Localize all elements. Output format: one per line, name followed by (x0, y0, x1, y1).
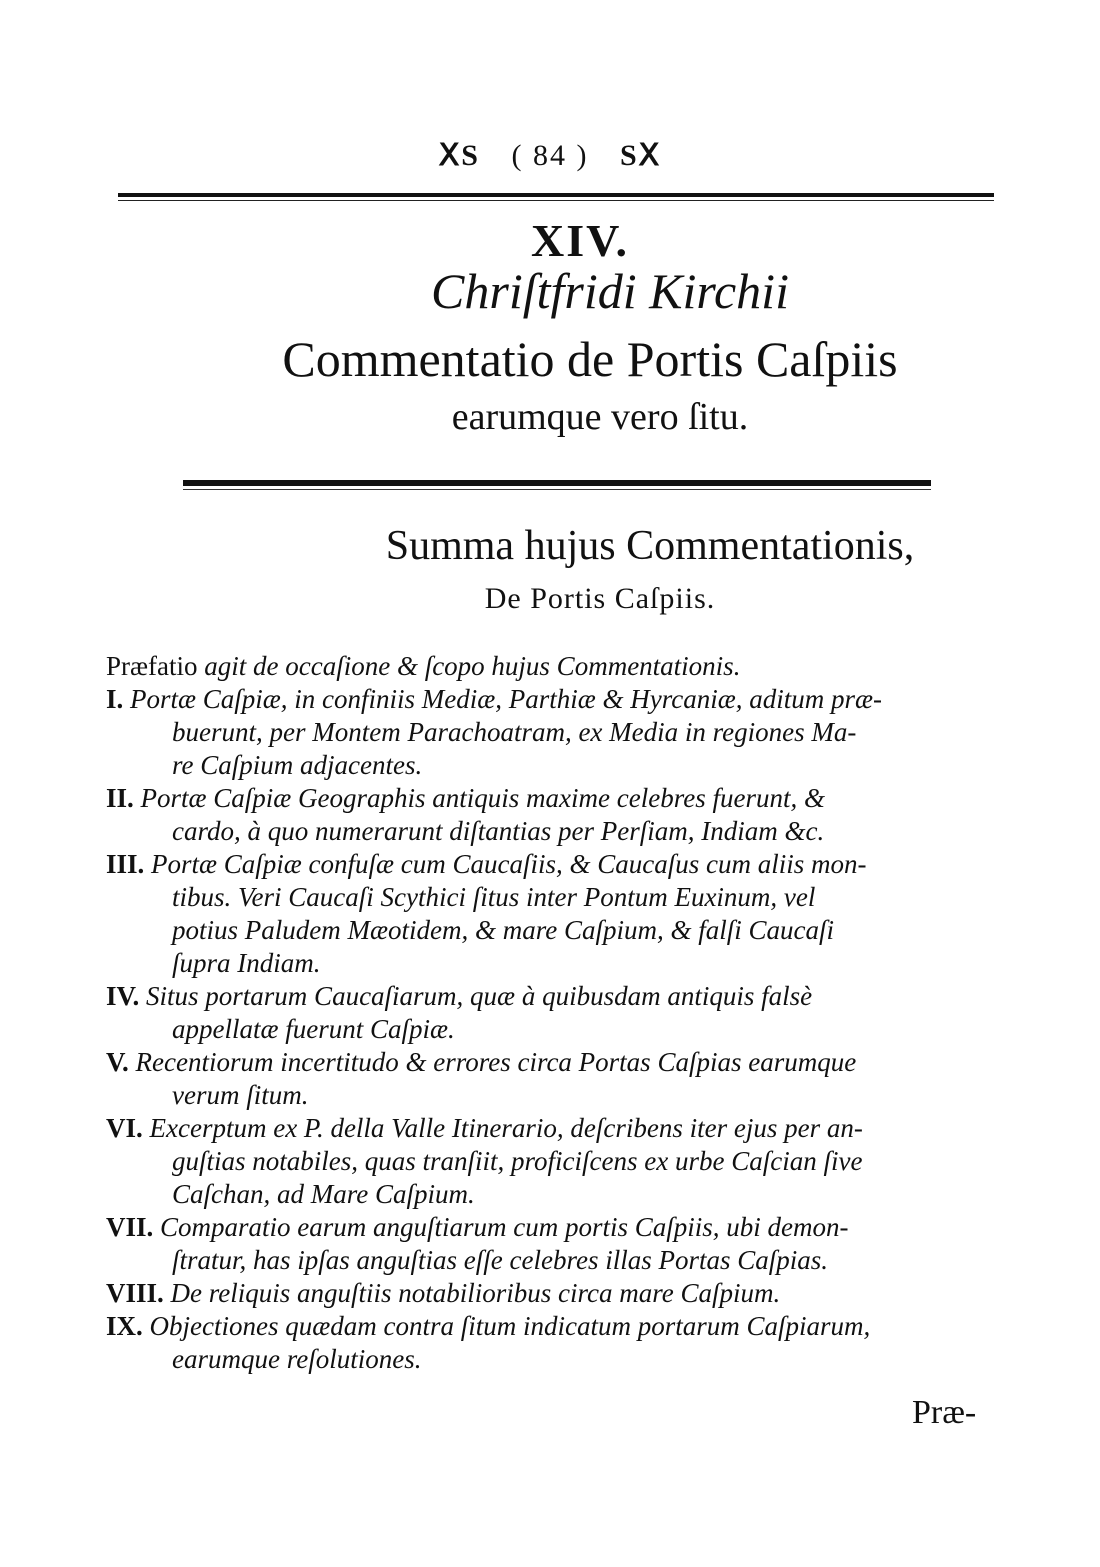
entry-continuation-line: guſtias notabiles, quas tranſiit, proficiſcens ex urbe Caſcian ſive (172, 1146, 863, 1176)
summary-entry (106, 1310, 996, 1376)
header-rule (118, 193, 994, 197)
summary-entry (106, 1277, 996, 1310)
entry-number: III. (106, 849, 152, 879)
summary-entry (106, 980, 996, 1046)
entry-continuation-line: cardo, à quo numerarunt diſtantias per Perſiam, Indiam &c. (172, 816, 825, 846)
entry-number: VII. (106, 1212, 161, 1242)
entry-number: IX. (106, 1311, 150, 1341)
entry-text: Situs portarum Caucaſiarum, quæ à quibusdam antiquis falsè (146, 981, 813, 1011)
entry-text: De reliquis anguſtiis notabilioribus circa mare Caſpium. (170, 1278, 781, 1308)
entry-first-line (106, 980, 996, 1013)
ornament-right: Sⵝ (619, 139, 662, 172)
entry-continuation-line: buerunt, per Montem Parachoatram, ex Media in regiones Ma- (172, 717, 857, 747)
running-head (0, 138, 1100, 173)
summary-entry (106, 848, 996, 980)
entry-continuation-line: Caſchan, ad Mare Caſpium. (172, 1179, 475, 1209)
section-rule-thin (183, 489, 931, 490)
summary-entry (106, 650, 996, 683)
entry-text: Recentiorum incertitudo & errores circa Portas Caſpias earumque (135, 1047, 857, 1077)
summary-entry (106, 1211, 996, 1277)
entry-first-line (106, 650, 996, 683)
entry-first-line (106, 1112, 996, 1145)
entry-number: VI. (106, 1113, 150, 1143)
summary-entry (106, 1046, 996, 1112)
article-author: Chriſtfridi Kirchii (431, 263, 789, 319)
entry-continuation-line: ſupra Indiam. (172, 948, 321, 978)
entry-text: Portæ Caſpiæ confuſæ cum Caucaſiis, & Caucaſus cum aliis mon- (151, 849, 867, 879)
entry-first-line (106, 1046, 996, 1079)
summary-title: Summa hujus Commentationis, (385, 523, 915, 569)
entry-text: Excerptum ex P. della Valle Itinerario, deſcribens iter ejus per an- (149, 1113, 863, 1143)
ornament-left: ⵝS (438, 139, 480, 172)
entry-text: Comparatio earum anguſtiarum cum portis Caſpiis, ubi demon- (160, 1212, 849, 1242)
entry-continuation-line: verum ſitum. (172, 1080, 309, 1110)
entry-continuation-line: tibus. Veri Caucaſi Scythici ſitus inter Pontum Euxinum, vel (172, 882, 816, 912)
entry-continuation-line: re Caſpium adjacentes. (172, 750, 423, 780)
article-subtitle: earumque vero ſitu. (451, 396, 749, 438)
entry-number: V. (106, 1047, 136, 1077)
entry-number: VIII. (106, 1278, 171, 1308)
entry-first-line (106, 848, 996, 881)
summary-entry (106, 782, 996, 848)
entry-continuation-line: earumque reſolutiones. (172, 1344, 422, 1374)
article-number: XIV. (531, 215, 629, 266)
catchword: Præ- (912, 1394, 977, 1431)
entry-text: agit de occaſione & ſcopo hujus Commentationis. (204, 651, 741, 681)
entry-first-line (106, 1277, 996, 1310)
entry-continuation-line: potius Paludem Mæotidem, & mare Caſpium, & falſi Caucaſi (172, 915, 834, 945)
entry-first-line (106, 1310, 996, 1343)
summary-list (106, 650, 996, 1376)
summary-subtitle: De Portis Caſpiis. (484, 582, 716, 615)
page-number: ( 84 ) (511, 139, 589, 172)
article-title: Commentatio de Portis Caſpiis (282, 331, 898, 387)
entry-number: I. (106, 684, 131, 714)
entry-continuation-line: appellatæ fuerunt Caſpiæ. (172, 1014, 455, 1044)
entry-continuation-line: ſtratur, has ipſas anguſtias eſſe celebres illas Portas Caſpias. (172, 1245, 829, 1275)
summary-entry (106, 1112, 996, 1211)
entry-first-line (106, 782, 996, 815)
entry-text: Objectiones quædam contra ſitum indicatum portarum Caſpiarum, (149, 1311, 871, 1341)
header-rule-thin (118, 200, 994, 201)
entry-first-line (106, 1211, 996, 1244)
entry-first-line (106, 683, 996, 716)
entry-text: Portæ Caſpiæ, in confiniis Mediæ, Parthiæ & Hyrcaniæ, aditum præ- (130, 684, 883, 714)
entry-number: II. (106, 783, 141, 813)
section-rule (183, 480, 931, 486)
entry-text: Portæ Caſpiæ Geographis antiquis maxime celebres fuerunt, & (140, 783, 825, 813)
entry-number: IV. (106, 981, 147, 1011)
entry-number: Præfatio (106, 651, 205, 681)
summary-entry (106, 683, 996, 782)
